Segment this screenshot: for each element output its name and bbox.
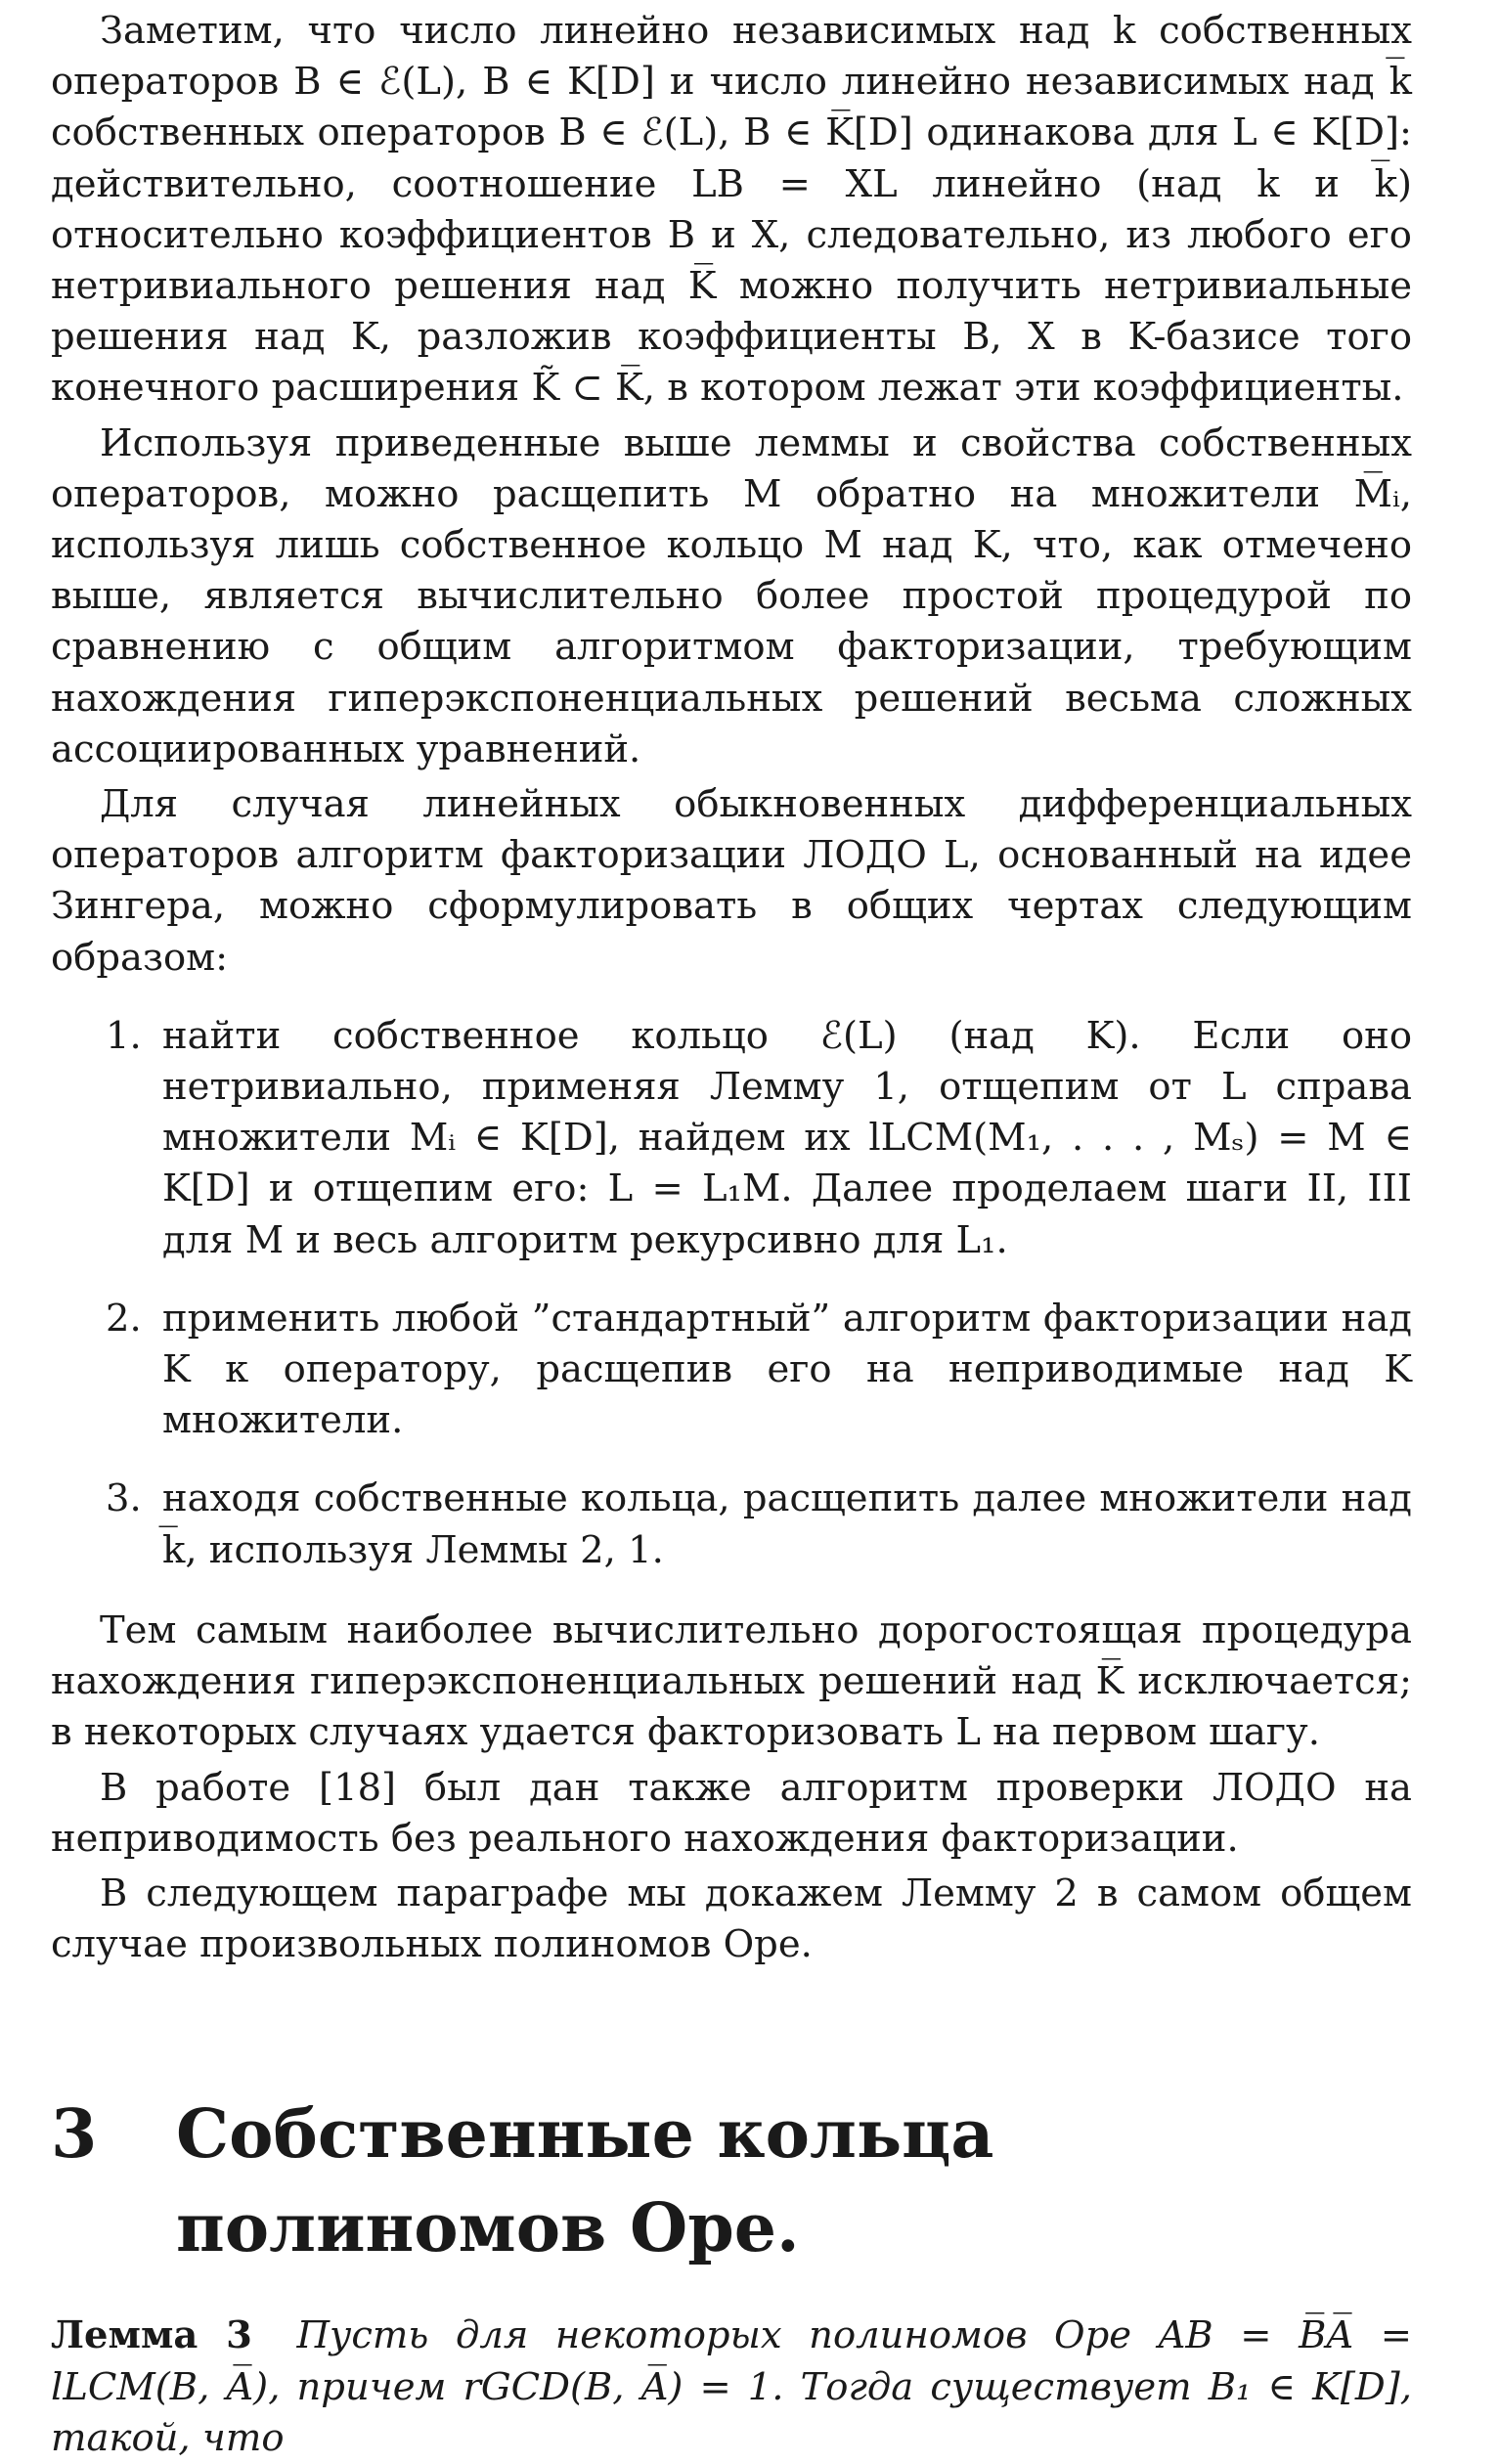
section-heading [51,2088,1412,2275]
lemma-text: Пусть для некоторых полиномов Оре AB = B̅A̅ = lLCM(B, A̅), причем rGCD(B, A̅) = 1. Тогда существует B₁ ∈ K[D], такой, что [51,2313,1412,2460]
list-item [51,1011,1412,1266]
step-number: 3. [106,1476,142,1521]
section-title: Собственные кольца полиномов Оре. [176,2095,994,2268]
step-text: найти собственное кольцо ℰ(L) (над K). Если оно нетривиально, применяя Лемму 1, отщепим от L справа множители Mᵢ ∈ K[D], найдем их lLCM(M₁, . . . , Mₛ) = M ∈ K[D] и отщепим его: L = L₁M. Далее проделаем шаги II, III для M и весь алгоритм рекурсивно для L₁. [162,1013,1412,1262]
paragraph-eigen-operators: Заметим, что число линейно независимых над k собственных операторов B ∈ ℰ(L), B ∈ K[D] и число линейно независимых над k̅ собственных операторов B ∈ ℰ(L), B ∈ K̅[D] одинакова для L ∈ K[D]: действительно, соотношение LB = XL линейно (над k и k̅) относительно коэффициентов B и X, следовательно, из любого его нетривиального решения над K̅ можно получить нетривиальные решения над K, разложив коэффициенты B, X в K-базисе того конечного расширения K̃ ⊂ K̅, в котором лежат эти коэффициенты. [51,9,1412,411]
document-page [51,6,1412,2464]
paragraph-splitting: Используя приведенные выше леммы и свойства собственных операторов, можно расщепить M обратно на множители M̅ᵢ, используя лишь собственное кольцо M над K, что, как отмечено выше, является вычислительно более простой процедурой по сравнению с общим алгоритмом факторизации, требующим нахождения гиперэкспоненциальных решений весьма сложных ассоциированных уравнений. [51,420,1412,771]
paragraph-reference: В работе [18] был дан также алгоритм проверки ЛОДО на неприводимость без реального нахождения факторизации. [51,1765,1412,1861]
paragraph-next-section: В следующем параграфе мы докажем Лемму 2 в самом общем случае произвольных полиномов Оре. [51,1870,1412,1967]
paragraph-conclusion: Тем самым наиболее вычислительно дорогостоящая процедура нахождения гиперэкспоненциальных решений над K̅ исключается; в некоторых случаях удается факторизовать L на первом шагу. [51,1607,1412,1755]
paragraph-algorithm-intro: Для случая линейных обыкновенных дифференциальных операторов алгоритм факторизации ЛОДО L, основанный на идее Зингера, можно сформулировать в общих чертах следующим образом: [51,782,1412,980]
step-number: 1. [106,1013,142,1058]
section-number: 3 [51,2095,98,2175]
step-text: применить любой ”стандартный” алгоритм факторизации над K к оператору, расщепив его на неприводимые над K множители. [162,1296,1412,1443]
step-text: находя собственные кольца, расщепить далее множители над k̅, используя Леммы 2, 1. [162,1476,1412,1572]
algorithm-steps [51,1011,1412,1576]
list-item [51,1474,1412,1575]
lemma-block [51,2310,1412,2464]
list-item [51,1294,1412,1447]
step-number: 2. [106,1296,142,1341]
lemma-label: Лемма 3 [51,2313,252,2358]
